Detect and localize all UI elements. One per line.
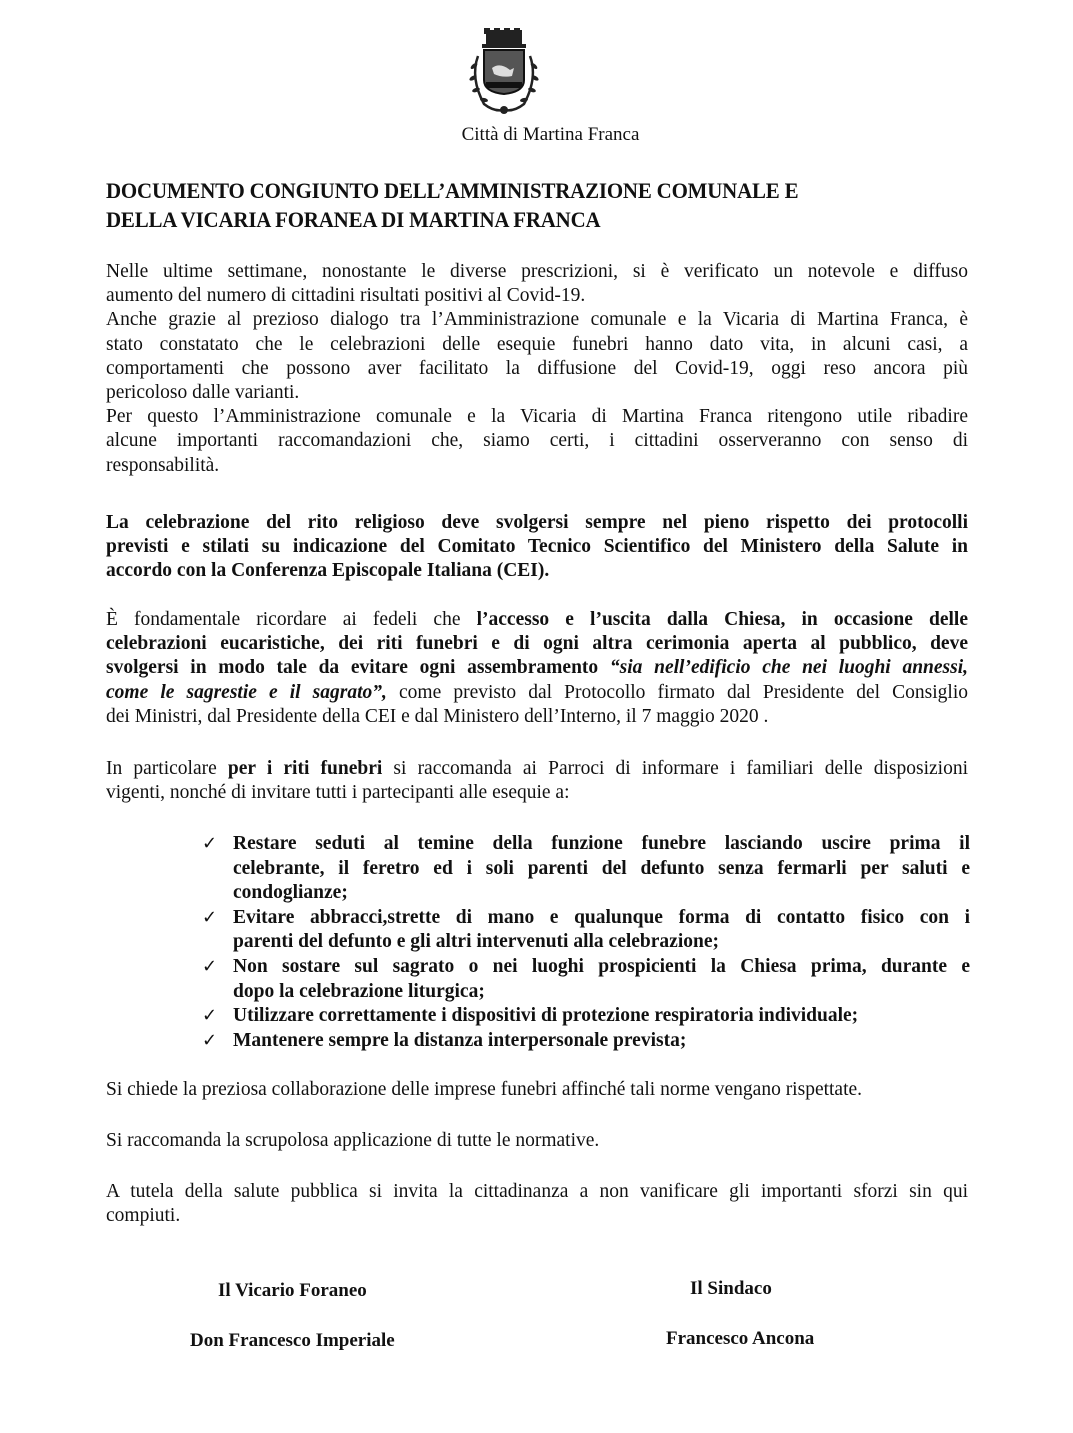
- left-signatory-role: Il Vicario Foraneo: [218, 1280, 367, 1301]
- text-line: Non sostare sul sagrato o nei luoghi prospicienti la Chiesa prima, durante e: [233, 955, 970, 977]
- rite-paragraph: [106, 511, 968, 584]
- text-line: Utilizzare correttamente i dispositivi di protezione respiratoria individuale;: [233, 1005, 859, 1027]
- closing-paragraph-3: [106, 1180, 968, 1228]
- text-run: È fondamentale ricordare ai fedeli che: [106, 609, 477, 630]
- text-run-bold: svolgersi in modo tale da evitare ogni assembramento: [106, 657, 610, 679]
- checkmark-icon: ✓: [202, 906, 218, 928]
- text-run-bold-italic: come le sagrestie e il sagrato”,: [106, 681, 387, 703]
- text-line: responsabilità.: [106, 454, 220, 476]
- text-line: compiuti.: [106, 1205, 181, 1227]
- checklist-item: [200, 1004, 970, 1029]
- text-run: In particolare: [106, 758, 228, 779]
- text-line: Si chiede la preziosa collaborazione delle imprese funebri affinché tali norme vengano rispettate.: [106, 1079, 863, 1100]
- text-line: Mantenere sempre la distanza interpersonale prevista;: [233, 1029, 687, 1051]
- checkmark-icon: ✓: [202, 955, 218, 977]
- text-run: come previsto dal Protocollo firmato dal Presidente del Consiglio: [386, 681, 968, 703]
- text-line: Nelle ultime settimane, nonostante le diverse prescrizioni, si è verificato un notevole e diffuso: [106, 261, 968, 282]
- text-line: dopo la celebrazione liturgica;: [233, 980, 485, 1002]
- text-line: previsti e stilati su indicazione del Comitato Tecnico Scientifico del Ministero della Salute in: [106, 536, 968, 558]
- checkmark-icon: ✓: [202, 833, 218, 854]
- checklist-item: [200, 832, 970, 906]
- text-line: vigenti, nonché di invitare tutti i partecipanti alle esequie a:: [106, 782, 570, 804]
- checkmark-icon: ✓: [202, 1005, 218, 1027]
- text-run-bold-italic: “sia nell’edificio che nei luoghi annessi,: [609, 657, 969, 679]
- text-line: [106, 656, 968, 680]
- checklist-item: [200, 906, 970, 955]
- title-line: DOCUMENTO CONGIUNTO DELL’AMMINISTRAZIONE COMUNALE E: [106, 178, 799, 203]
- text-line: stato constatato che le celebrazioni delle esequie funebri hanno dato vita, in alcuni casi, a: [106, 333, 968, 355]
- text-line: parenti del defunto e gli altri intervenuti alla celebrazione;: [233, 931, 719, 953]
- text-line: Si raccomanda la scrupolosa applicazione di tutte le normative.: [106, 1130, 600, 1151]
- text-line: dei Ministri, dal Presidente della CEI e dal Ministero dell’Interno, il 7 maggio 2020 .: [106, 705, 769, 727]
- text-line: Evitare abbracci,strette di mano e qualunque forma di contatto fisico con i: [233, 906, 970, 928]
- closing-paragraph-1: [106, 1078, 968, 1102]
- text-line: celebrazioni eucaristiche, dei riti funebri e di ogni altra cerimonia aperta al pubblico, deve: [106, 633, 968, 655]
- checklist-item: [200, 955, 970, 1004]
- document-title: [106, 176, 915, 234]
- recommendations-checklist: [200, 832, 970, 1053]
- city-name: Città di Martina Franca: [461, 124, 640, 145]
- text-line: Per questo l’Amministrazione comunale e la Vicaria di Martina Franca ritengono utile ribadire: [106, 406, 968, 428]
- text-line: comportamenti che possono aver facilitato la diffusione del Covid-19, oggi reso ancora più: [106, 357, 968, 379]
- text-line: condoglianze;: [233, 882, 348, 904]
- right-signatory-role: Il Sindaco: [690, 1278, 772, 1299]
- checkmark-icon: ✓: [202, 1029, 218, 1051]
- text-line: [106, 608, 968, 632]
- text-line: accordo con la Conferenza Episcopale Italiana (CEI).: [106, 560, 550, 582]
- text-line: pericoloso dalle varianti.: [106, 382, 300, 404]
- municipal-coat-of-arms-icon: [462, 28, 546, 124]
- text-run: si raccomanda ai Parroci di informare i familiari delle disposizioni: [382, 758, 968, 779]
- text-line: celebrante, il feretro ed i soli parenti del defunto senza fermarli per saluti e: [233, 857, 970, 879]
- text-run-bold: per i riti funebri: [227, 758, 383, 779]
- text-line: aumento del numero di cittadini risultati positivi al Covid-19.: [106, 285, 586, 307]
- text-line: [106, 757, 968, 781]
- intro-paragraph: [106, 260, 968, 478]
- text-line: [106, 681, 968, 705]
- text-line: Anche grazie al prezioso dialogo tra l’Amministrazione comunale e la Vicaria di Martina Franca, è: [106, 309, 968, 331]
- right-signatory-name: Francesco Ancona: [666, 1328, 815, 1349]
- text-run-bold: l’accesso e l’uscita dalla Chiesa, in occasione delle: [476, 609, 968, 630]
- left-signatory-name: Don Francesco Imperiale: [190, 1330, 395, 1351]
- text-line: alcune importanti raccomandazioni che, siamo certi, i cittadini osserveranno con senso di: [106, 430, 968, 452]
- text-line: Restare seduti al temine della funzione funebre lasciando uscire prima il: [233, 833, 970, 854]
- title-line: DELLA VICARIA FORANEA DI MARTINA FRANCA: [106, 207, 601, 232]
- text-line: La celebrazione del rito religioso deve svolgersi sempre nel pieno rispetto dei protocolli: [106, 512, 968, 533]
- funerals-paragraph: [106, 757, 968, 805]
- checklist-item: [200, 1029, 970, 1054]
- closing-paragraph-2: [106, 1129, 968, 1153]
- access-paragraph: [106, 608, 968, 729]
- text-line: A tutela della salute pubblica si invita la cittadinanza a non vanificare gli importanti sforzi sin qui: [106, 1181, 968, 1202]
